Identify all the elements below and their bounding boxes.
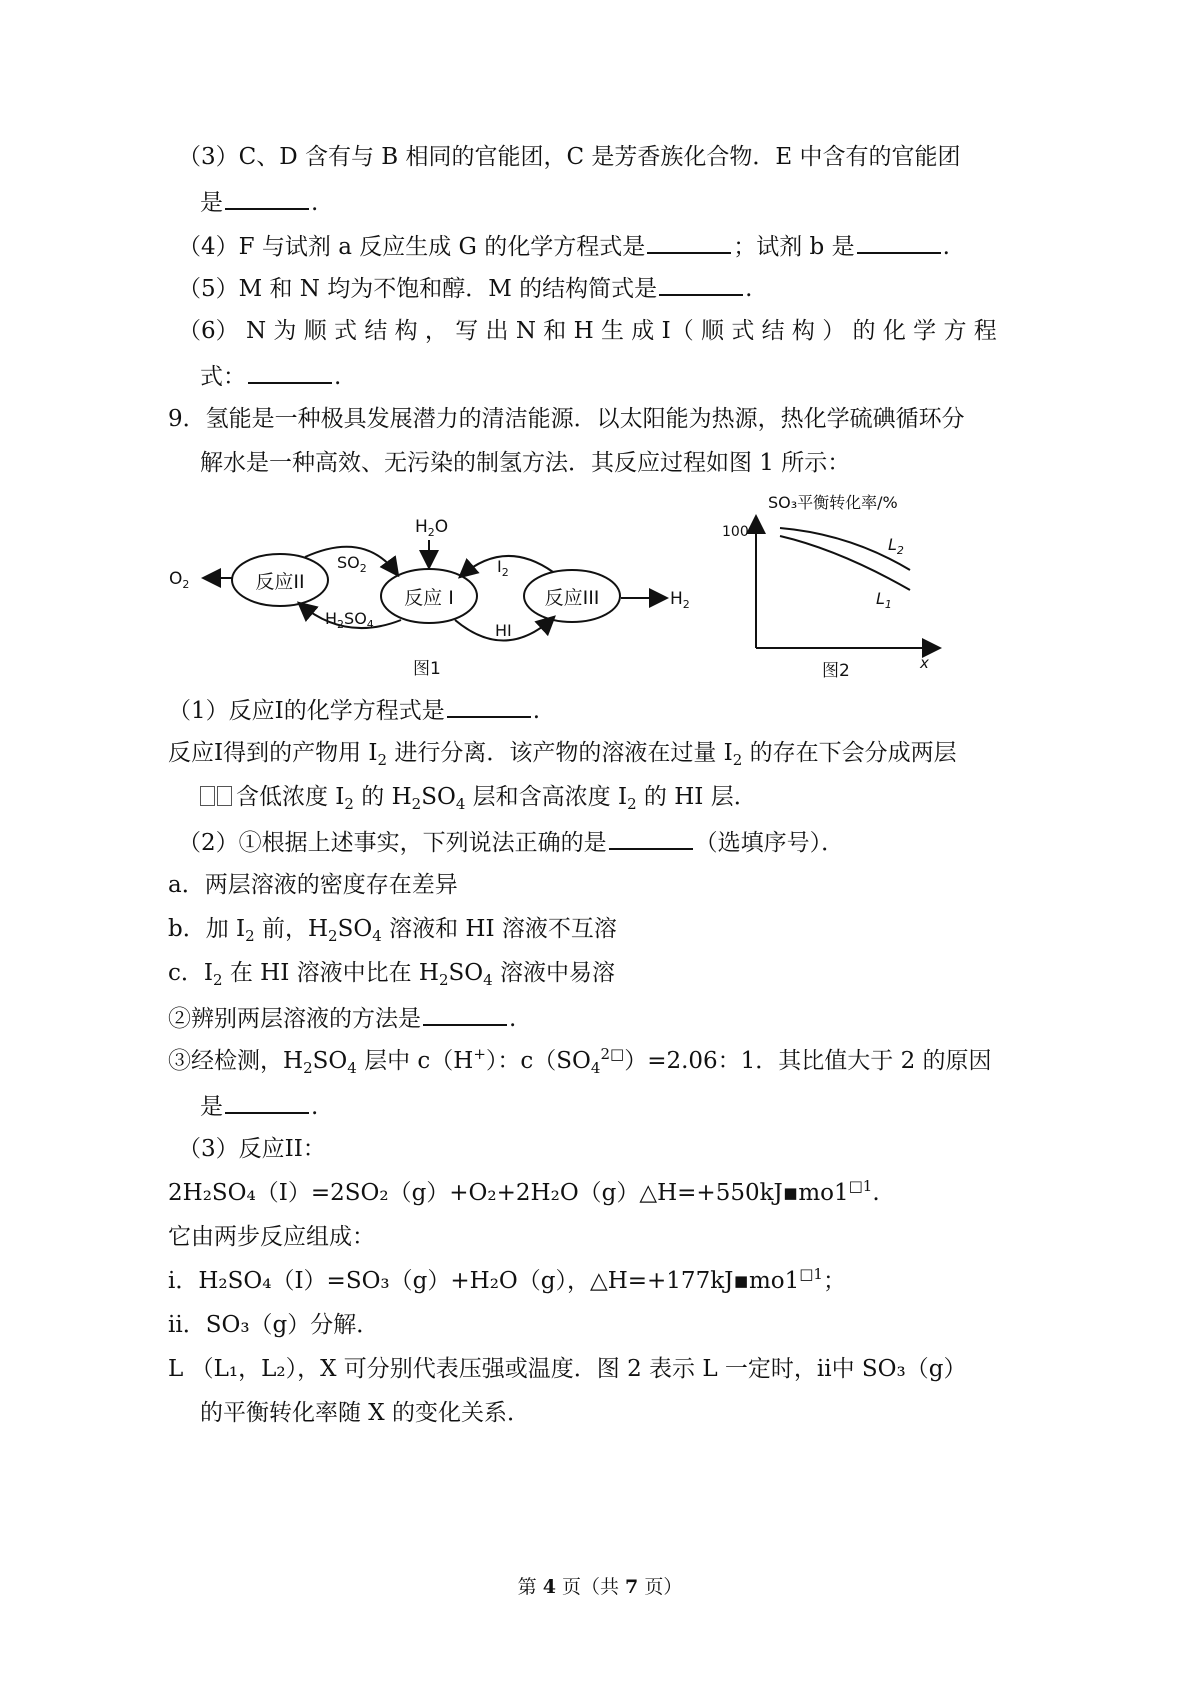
text: （4）F 与试剂 a 反应生成 G 的化学方程式是 xyxy=(178,234,646,260)
text: 溶液和 HI 溶液不互溶 xyxy=(381,916,617,942)
text: 是 xyxy=(200,1094,223,1120)
q9-sub2-2: ②辨别两层溶液的方法是 . xyxy=(168,1002,516,1034)
q9-sub2-3-line1: ③经检测，$H_2SO_4$ 层中 c（H+）：$c(SO_4^{2□})=2.06$：1．其比值大于 2 的原因 xyxy=(168,1045,992,1077)
superscript: □1 xyxy=(799,1265,823,1283)
q9-sub1: （1）反应I的化学方程式是 . xyxy=(168,694,540,726)
text: 的 H xyxy=(353,784,412,810)
text: （1）反应I的化学方程式是 xyxy=(168,698,445,724)
text: ③经检测，H xyxy=(168,1048,304,1074)
text: 式： xyxy=(200,364,246,390)
q9-sub3 xyxy=(178,1134,326,1164)
text: i．H₂SO₄（I）=SO₃（g）+H₂O（g），△H=+177kJ▪mo1 xyxy=(168,1268,800,1294)
text: 它由两步反应组成： xyxy=(168,1224,375,1250)
h2so4-label: $H_2SO_4$ xyxy=(325,609,374,631)
q8-part3-line2: 是 . xyxy=(200,186,318,218)
text: 层中 c（H xyxy=(356,1048,474,1074)
h2o-label: $H_2O$ xyxy=(415,517,449,539)
text: 2H₂SO₄（I）=2SO₂（g）+O₂+2H₂O（g）△H=+550kJ▪mo1 xyxy=(168,1180,849,1206)
text: 的 HI 层． xyxy=(636,784,757,810)
q8-part6-line1 xyxy=(178,316,997,346)
text: 解水是一种高效、无污染的制氢方法．其反应过程如图 1 所示： xyxy=(200,450,851,476)
hi-label: HI xyxy=(495,621,512,640)
answer-blank xyxy=(609,826,693,850)
text: 层和含高浓度 I xyxy=(465,784,628,810)
q8-part4: （4）F 与试剂 a 反应生成 G 的化学方程式是 ；试剂 b 是 . xyxy=(178,230,950,262)
text: 的存在下会分成两层 xyxy=(742,740,957,766)
option-c: c．$I_2$ 在 HI 溶液中比在 $H_2SO_4$ 溶液中易溶 xyxy=(168,960,615,989)
reaction-2-label: 反应II xyxy=(255,571,305,593)
page-footer xyxy=(0,1572,1200,1599)
text: ）=2.06：1．其比值大于 2 的原因 xyxy=(624,1048,992,1074)
text: 第 xyxy=(517,1576,543,1598)
figure-1-reaction-cycle xyxy=(165,512,705,684)
figure-2-chart xyxy=(720,488,950,688)
figure-2-caption: 图2 xyxy=(822,661,850,681)
q9-intro-line1 xyxy=(168,404,965,434)
text: （6） N 为 顺 式 结 构 ， 写 出 N 和 H 生 成 I（ 顺 式 结 构 ） 的 化 学 方 程 xyxy=(178,318,997,344)
y-axis-label: SO₃平衡转化率/% xyxy=(768,493,898,512)
text: 含低浓度 I xyxy=(236,784,345,810)
answer-blank xyxy=(225,1090,309,1114)
answer-blank xyxy=(423,1002,507,1026)
text: ；试剂 b 是 xyxy=(733,234,855,260)
text: ②辨别两层溶液的方法是 xyxy=(168,1006,421,1032)
o2-label: $O_2$ xyxy=(169,569,190,591)
y-tick-100: 100 xyxy=(722,524,749,540)
final-line2 xyxy=(200,1398,530,1428)
q8-part5: （5）M 和 N 均为不饱和醇．M 的结构简式是 . xyxy=(178,272,752,304)
text: 的平衡转化率随 X 的变化关系． xyxy=(200,1400,530,1426)
text: （选填序号）． xyxy=(694,830,845,856)
page-number: 4 xyxy=(542,1576,556,1598)
text: ii．SO₃（g）分解． xyxy=(168,1312,380,1338)
final-line1 xyxy=(168,1354,967,1384)
text: SO xyxy=(337,916,373,942)
step-i xyxy=(168,1266,846,1296)
reaction-1-label: 反应 I xyxy=(404,587,454,609)
text: SO xyxy=(312,1048,348,1074)
so2-label: $SO_2$ xyxy=(337,553,367,575)
text: （5）M 和 N 均为不饱和醇．M 的结构简式是 xyxy=(178,276,658,302)
label-L1: $L_1$ xyxy=(876,589,892,611)
text: 9．氢能是一种极具发展潜力的清洁能源．以太阳能为热源，热化学硫碘循环分 xyxy=(168,406,965,432)
label-L2: $L_2$ xyxy=(888,535,904,557)
text: 反应I得到的产物用 I xyxy=(168,740,378,766)
text: 页） xyxy=(638,1576,683,1598)
answer-blank xyxy=(857,230,941,254)
text: b．加 I xyxy=(168,916,246,942)
option-b: b．加 $I_2$ 前，$H_2SO_4$ 溶液和 HI 溶液不互溶 xyxy=(168,916,617,945)
answer-blank xyxy=(647,230,731,254)
figure-1-caption: 图1 xyxy=(413,659,441,679)
text: ； xyxy=(822,1268,846,1294)
text: 在 HI 溶液中比在 H xyxy=(222,960,439,986)
text: c．I xyxy=(168,960,213,986)
q9-sub2 xyxy=(178,826,844,858)
answer-blank xyxy=(659,272,743,296)
text: SO xyxy=(421,784,456,810)
text: ）：c（SO xyxy=(485,1048,591,1074)
text: （2）①根据上述事实，下列说法正确的是 xyxy=(178,830,607,856)
q9-sub2-3-line2: 是 . xyxy=(200,1090,318,1122)
answer-blank xyxy=(248,360,332,384)
option-a xyxy=(168,870,458,900)
reaction-2-equation: $2H_2SO_4(I)=2SO_2(g)+O_2+2H_2O(g)\triangle H=+550kJ▪mo1^{□1}$. xyxy=(168,1177,880,1206)
text: a．两层溶液的密度存在差异 xyxy=(168,872,458,898)
text: 是 xyxy=(200,190,223,216)
q8-part6-line2: 式： . xyxy=(200,360,341,392)
text: 前，H xyxy=(254,916,329,942)
total-pages: 7 xyxy=(625,1576,639,1598)
x-axis-label: x xyxy=(920,654,929,672)
text: SO xyxy=(448,960,484,986)
answer-blank xyxy=(447,694,531,718)
i2-label: $I_2$ xyxy=(497,557,509,579)
step-ii xyxy=(168,1310,379,1340)
q9-intro-line2 xyxy=(200,448,850,478)
q9-separation-note-line1: 反应I得到的产物用 $I_2$ 进行分离．该产物的溶液在过量 $I_2$ 的存在下会分成两层 xyxy=(168,740,957,769)
text: L （L₁，L₂），X 可分别代表压强或温度．图 2 表示 L 一定时，ii中 SO₃（g） xyxy=(168,1356,967,1382)
text: （3）C、D 含有与 B 相同的官能团，C 是芳香族化合物．E 中含有的官能团 xyxy=(178,144,961,170)
superscript: □1 xyxy=(848,1177,873,1195)
q8-part3-line1 xyxy=(178,142,961,172)
q9-separation-note-line2: 含低浓度 $I_2$ 的 $H_2SO_4$ 层和含高浓度 $I_2$ 的 HI 层． xyxy=(200,782,757,812)
answer-blank xyxy=(225,186,309,210)
text: （3）反应II： xyxy=(178,1136,326,1162)
text: 溶液中易溶 xyxy=(492,960,615,986)
text: 页（共 xyxy=(555,1576,626,1598)
text: 进行分离．该产物的溶液在过量 I xyxy=(387,740,733,766)
steps-intro xyxy=(168,1222,375,1252)
h2-label: $H_2$ xyxy=(670,589,690,611)
reaction-3-label: 反应III xyxy=(544,587,600,609)
